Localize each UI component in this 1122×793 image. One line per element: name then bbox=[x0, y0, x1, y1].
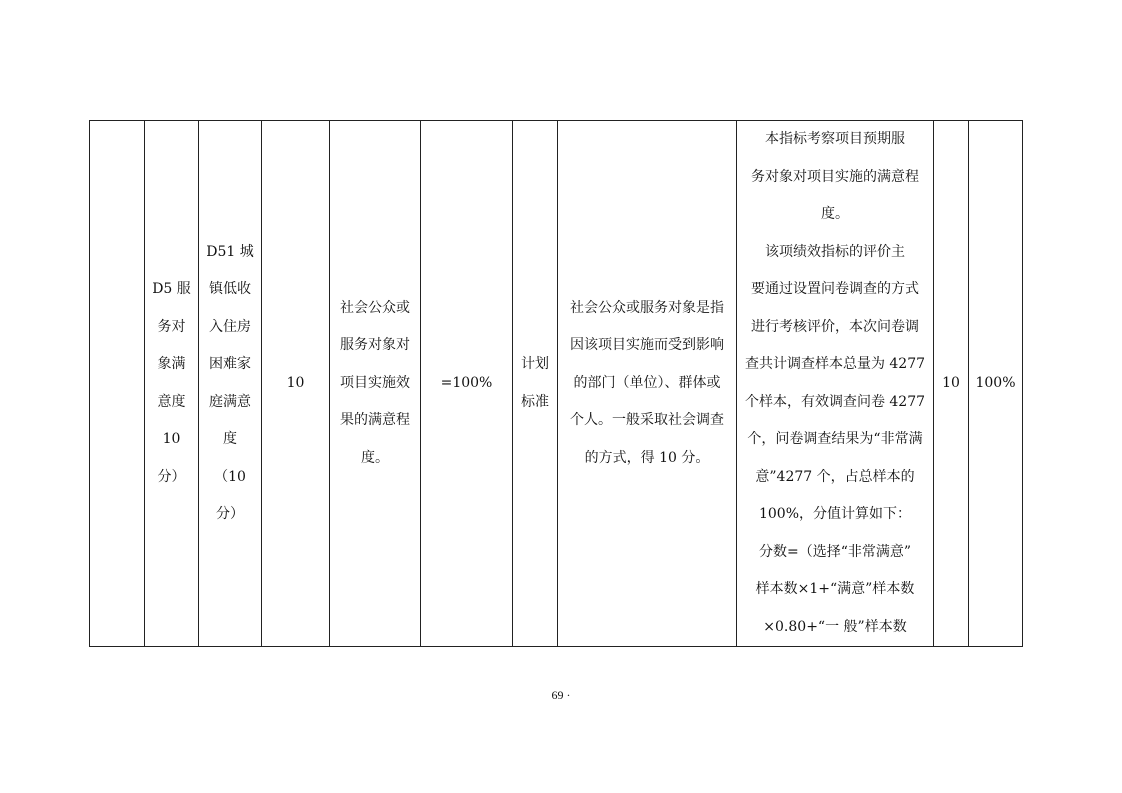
cell-line: 庭满意 bbox=[209, 393, 251, 410]
cell-line: 分） bbox=[216, 506, 244, 522]
scoring-criteria-cell bbox=[558, 121, 737, 647]
cell-line: 度。 bbox=[361, 449, 389, 466]
cell-line: 务对 bbox=[157, 318, 186, 335]
standard-type-cell bbox=[513, 121, 558, 647]
cell-line: 因该项目实施而受到影响 bbox=[570, 337, 724, 354]
cell-line: 计划 bbox=[521, 356, 549, 372]
cell-line: 社会公众或服务对象是指 bbox=[570, 299, 724, 316]
cell-line: 100%，分值计算如下： bbox=[758, 506, 912, 522]
cell-line: 入住房 bbox=[209, 318, 251, 335]
page-number: 69 · bbox=[551, 688, 571, 702]
cell-line: 的部门（单位）、群体或 bbox=[573, 374, 721, 391]
cell-line: 分） bbox=[157, 468, 186, 485]
cell-line: 10 bbox=[162, 431, 181, 447]
cell-line: D51 城 bbox=[206, 243, 254, 260]
evaluation-description-cell bbox=[737, 121, 934, 647]
score-cell: 10 bbox=[934, 121, 969, 647]
cell-line: 样本数×1+“满意”样本数 bbox=[755, 581, 915, 597]
cell-line: 要通过设置问卷调查的方式 bbox=[751, 281, 919, 297]
cell-line: 个，问卷调查结果为“非常满 bbox=[747, 431, 923, 447]
weight-cell: 10 bbox=[262, 121, 330, 647]
indicator-table bbox=[89, 120, 1023, 647]
cell-line: D5 服 bbox=[152, 281, 191, 297]
indicator-explanation-cell bbox=[330, 121, 421, 647]
cell-line: 困难家 bbox=[209, 356, 251, 372]
cell-line: 项目实施效 bbox=[340, 374, 410, 391]
cell-line: 的方式，得 10 分。 bbox=[584, 449, 710, 466]
cell-line: 社会公众或 bbox=[340, 299, 410, 316]
tertiary-indicator-cell bbox=[199, 121, 262, 647]
cell-line: 度 bbox=[223, 431, 237, 447]
cell-line: 该项绩效指标的评价主 bbox=[765, 243, 905, 260]
cell-line: ×0.80+“一 般”样本数 bbox=[763, 618, 907, 635]
cell-line: 进行考核评价，本次问卷调 bbox=[751, 318, 919, 335]
cell-line: 个样本，有效调查问卷 4277 bbox=[744, 393, 926, 410]
secondary-indicator-cell bbox=[145, 121, 199, 647]
cell-line: 务对象对项目实施的满意程 bbox=[751, 168, 919, 185]
cell-line: 镇低收 bbox=[209, 281, 251, 297]
primary-indicator-cell bbox=[90, 121, 145, 647]
target-value-cell: =100% bbox=[421, 121, 513, 647]
cell-line: 查共计调查样本总量为 4277 bbox=[744, 356, 926, 372]
cell-line: 意”4277 个，占总样本的 bbox=[755, 468, 915, 485]
score-rate-cell: 100% bbox=[969, 121, 1023, 647]
cell-line: 象满 bbox=[157, 356, 186, 372]
cell-line: 分数=（选择“非常满意” bbox=[758, 543, 912, 560]
cell-line: 果的满意程 bbox=[340, 412, 410, 429]
cell-line: 度。 bbox=[821, 206, 849, 222]
cell-line: 标准 bbox=[521, 393, 549, 410]
table-row bbox=[90, 121, 1023, 647]
cell-line: 本指标考察项目预期服 bbox=[765, 131, 905, 147]
cell-line: 服务对象对 bbox=[340, 337, 410, 354]
cell-line: 意度 bbox=[157, 393, 186, 410]
cell-line: （10 bbox=[214, 468, 246, 485]
cell-line: 个人。一般采取社会调查 bbox=[570, 412, 724, 429]
